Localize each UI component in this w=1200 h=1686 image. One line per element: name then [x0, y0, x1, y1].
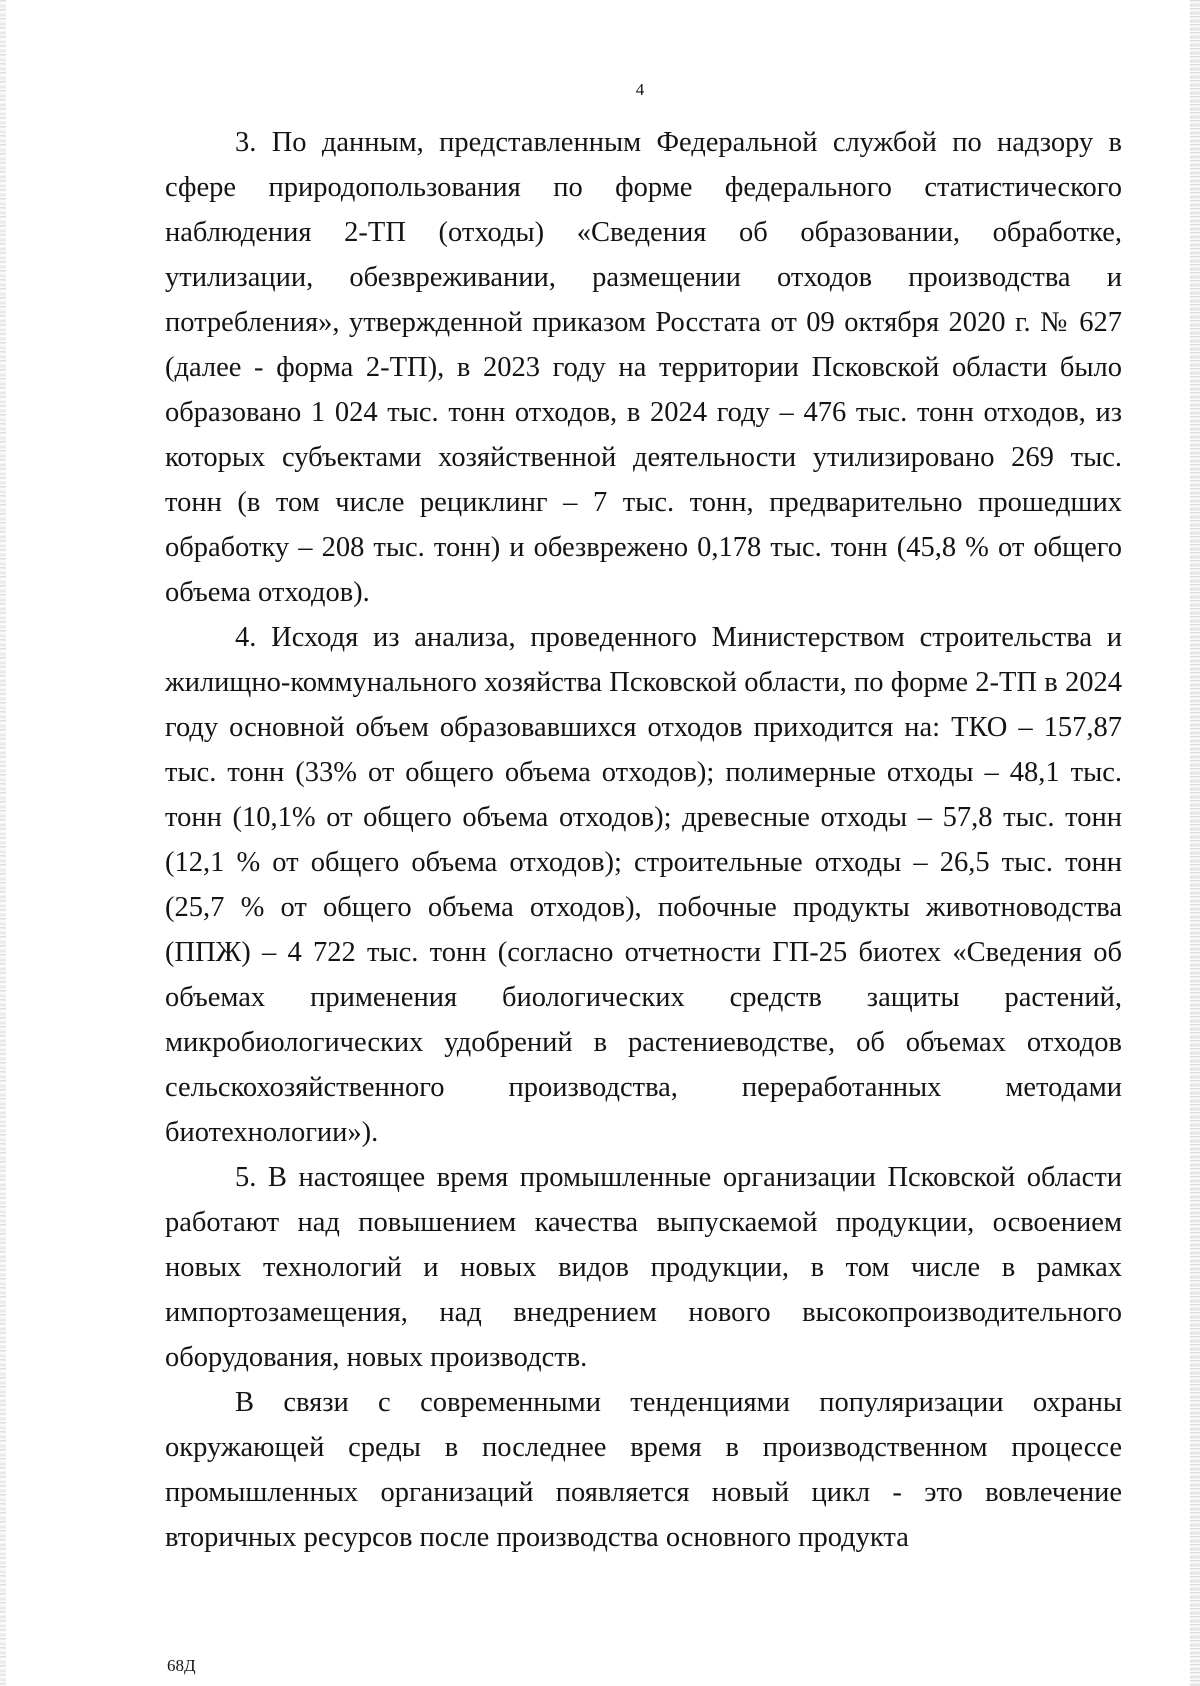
footer-document-code: 68Д: [167, 1656, 196, 1675]
paragraph-3: 3. По данным, представленным Федеральной службой по надзору в сфере природопользования по форме федерального статистического наблюдения 2-ТП (отходы) «Сведения об образовании, обработке, утилизации, обезвреживании, размещении отходов производства и потребления», утвержденной приказом Росстата от 09 октября 2020 г. № 627 (далее - форма 2-ТП), в 2023 году на территории Псковской области было образовано 1 024 тыс. тонн отходов, в 2024 году – 476 тыс. тонн отходов, из которых субъектами хозяйственной деятельности утилизировано 269 тыс. тонн (в том числе рециклинг – 7 тыс. тонн, предварительно прошедших обработку – 208 тыс. тонн) и обезврежено 0,178 тыс. тонн (45,8 % от общего объема отходов).: [165, 127, 1122, 608]
scan-edge-right: [1190, 0, 1200, 1686]
paragraph-5: 5. В настоящее время промышленные организации Псковской области работают над повышением качества выпускаемой продукции, освоением новых технологий и новых видов продукции, в том числе в рамках импортозамещения, над внедрением нового высокопроизводительного оборудования, новых производств.: [165, 1162, 1122, 1373]
page-number: 4: [635, 80, 645, 99]
scan-edge-left: [0, 0, 6, 1686]
paragraph-4: 4. Исходя из анализа, проведенного Министерством строительства и жилищно-коммунального хозяйства Псковской области, по форме 2-ТП в 2024 году основной объем образовавшихся отходов приходится на: ТКО – 157,87 тыс. тонн (33% от общего объема отходов); полимерные отходы – 48,1 тыс. тонн (10,1% от общего объема отходов); древесные отходы – 57,8 тыс. тонн (12,1 % от общего объема отходов); строительные отходы – 26,5 тыс. тонн (25,7 % от общего объема отходов), побочные продукты животноводства (ППЖ) – 4 722 тыс. тонн (согласно отчетности ГП-25 биотех «Сведения об объемах применения биологических средств защиты растений, микробиологических удобрений в растениеводстве, об объемах отходов сельскохозяйственного производства, переработанных методами биотехнологии»).: [165, 622, 1122, 1148]
document-body: [165, 120, 1122, 1560]
paragraph-modern-trends: В связи с современными тенденциями популяризации охраны окружающей среды в последнее время в производственном процессе промышленных организаций появляется новый цикл - это вовлечение вторичных ресурсов после производства основного продукта: [165, 1387, 1122, 1553]
